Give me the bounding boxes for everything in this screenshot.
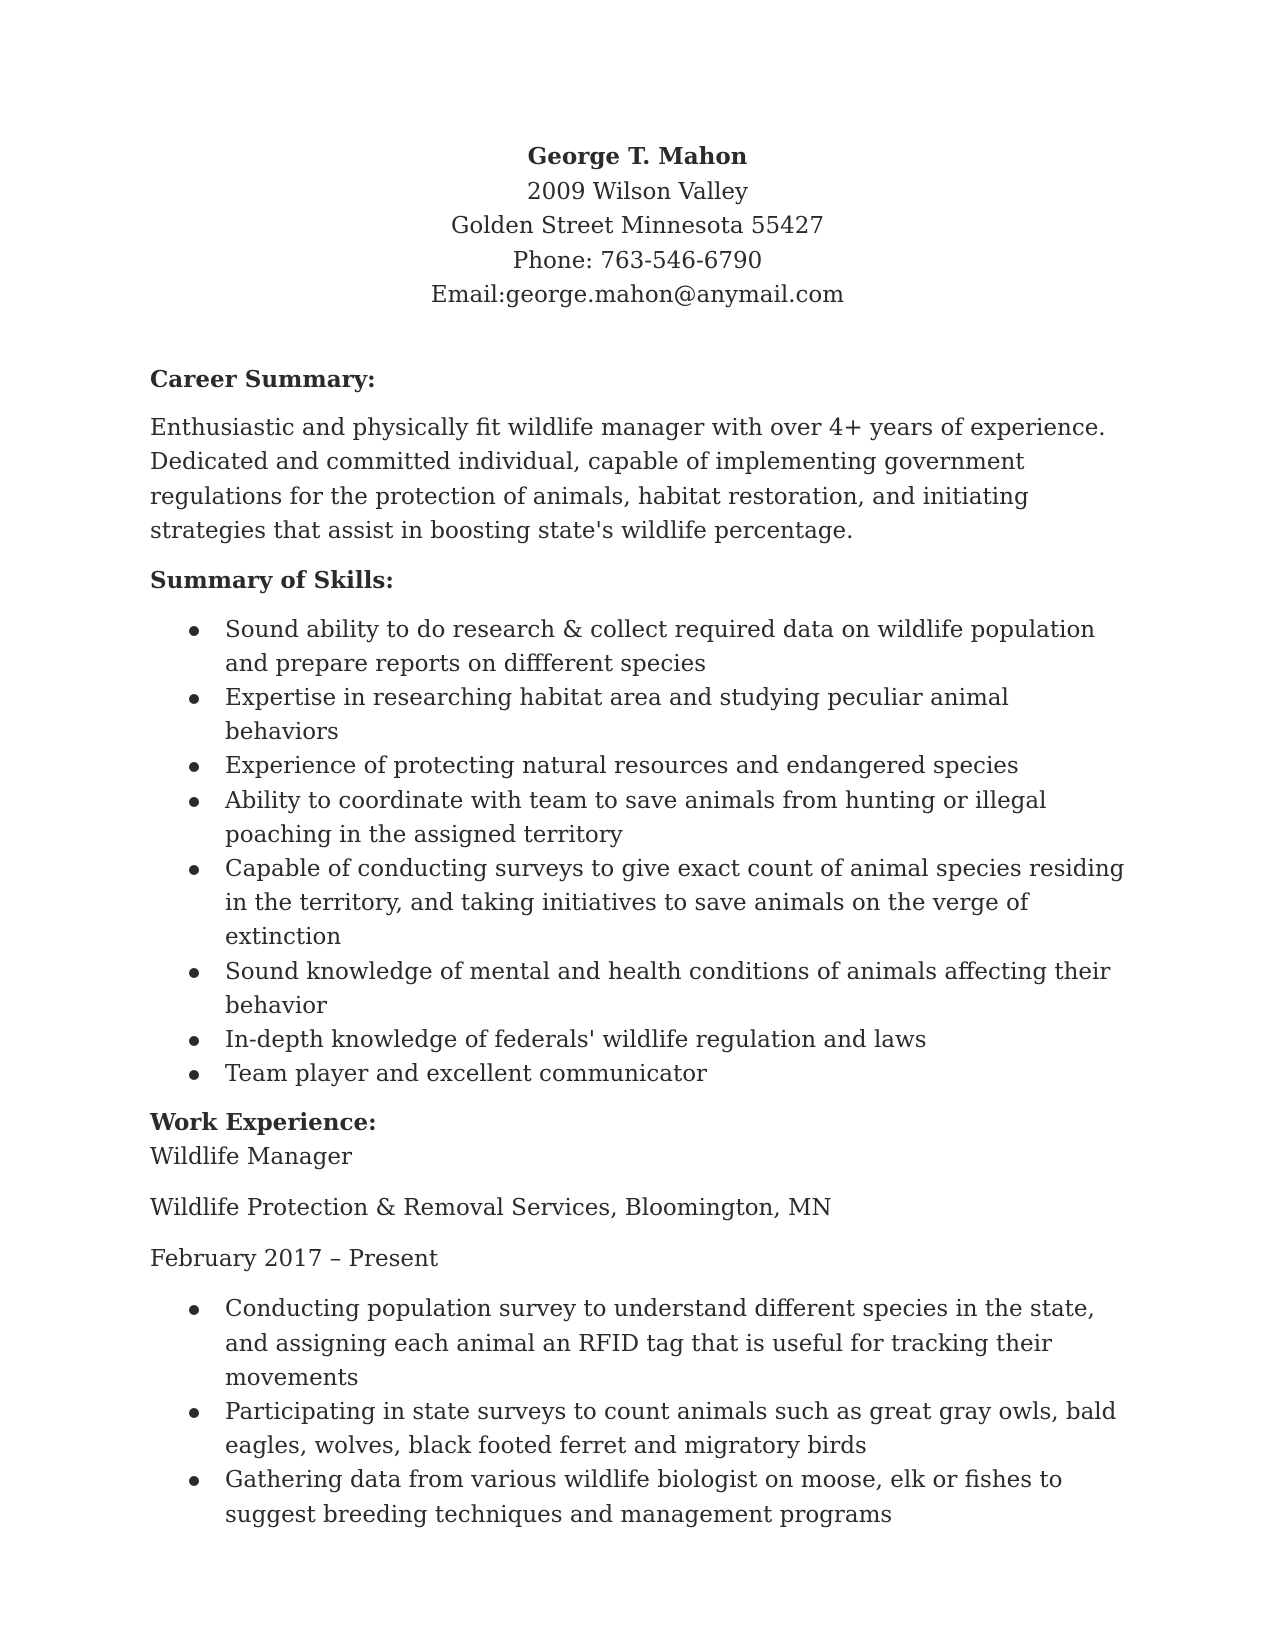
skill-text: Ability to coordinate with team to save animals from hunting or illegal poaching in the assigned territory bbox=[225, 787, 1047, 848]
skill-item bbox=[150, 1057, 1125, 1091]
duty-text: Gathering data from various wildlife biologist on moose, elk or fishes to suggest breeding techniques and management programs bbox=[225, 1467, 1063, 1528]
bullet-dot-icon bbox=[189, 1305, 199, 1315]
duty-text: Participating in state surveys to count animals such as great gray owls, bald eagles, wolves, black footed ferret and migratory birds bbox=[225, 1398, 1117, 1460]
job-duties-list bbox=[150, 1292, 1125, 1531]
skill-item bbox=[150, 1023, 1125, 1057]
bullet-dot-icon bbox=[189, 865, 199, 875]
bullet-dot-icon bbox=[189, 968, 199, 978]
job-title: Wildlife Manager bbox=[150, 1144, 352, 1171]
duty-item bbox=[150, 1395, 1125, 1463]
skill-item bbox=[150, 955, 1125, 1023]
bullet-dot-icon bbox=[189, 762, 199, 772]
bullet-dot-icon bbox=[189, 1476, 199, 1486]
company-name: Wildlife Protection & Removal Services, Bloomington, MN bbox=[150, 1195, 832, 1222]
bullet-dot-icon bbox=[189, 1408, 199, 1418]
skill-text: Experience of protecting natural resources and endangered species bbox=[225, 753, 1019, 780]
bullet-dot-icon bbox=[189, 1036, 199, 1046]
skill-item bbox=[150, 784, 1125, 852]
resume-header bbox=[150, 140, 1125, 313]
phone-number: Phone: 763-546-6790 bbox=[512, 247, 763, 274]
bullet-dot-icon bbox=[189, 626, 199, 636]
bullet-dot-icon bbox=[189, 694, 199, 704]
skills-heading: Summary of Skills: bbox=[150, 566, 394, 594]
skill-text: Expertise in researching habitat area and studying peculiar animal behaviors bbox=[225, 684, 1009, 746]
work-experience-heading: Work Experience: bbox=[150, 1109, 377, 1137]
bullet-dot-icon bbox=[189, 797, 199, 807]
employment-dates: February 2017 – Present bbox=[150, 1246, 439, 1273]
skill-text: In-depth knowledge of federals' wildlife regulation and laws bbox=[225, 1026, 927, 1053]
skills-list bbox=[150, 613, 1125, 1092]
skill-text: Sound knowledge of mental and health conditions of animals affecting their behavior bbox=[225, 958, 1111, 1019]
candidate-name: George T. Mahon bbox=[527, 143, 748, 170]
email-address: Email:george.mahon@anymail.com bbox=[430, 282, 845, 308]
duty-item bbox=[150, 1463, 1125, 1531]
career-summary-heading: Career Summary: bbox=[150, 365, 376, 393]
career-summary-text: Enthusiastic and physically fit wildlife manager with over 4+ years of experience. Dedicated and committed individual, capable of implementing government regulations for the protection of animals, habitat restoration, and initiating strategies that assist in boosting state's wildlife percentage. bbox=[150, 414, 1106, 544]
duty-text: Conducting population survey to understand different species in the state, and assigning each animal an RFID tag that is useful for tracking their movements bbox=[225, 1296, 1095, 1391]
resume-page bbox=[150, 140, 1125, 1532]
skill-text: Team player and excellent communicator bbox=[225, 1061, 708, 1088]
skill-text: Capable of conducting surveys to give exact count of animal species residing in the territory, and taking initiatives to save animals on the verge of extinction bbox=[225, 855, 1125, 951]
skill-item bbox=[150, 749, 1125, 783]
skill-item bbox=[150, 852, 1125, 955]
skill-item bbox=[150, 681, 1125, 749]
bullet-dot-icon bbox=[189, 1070, 199, 1080]
duty-item bbox=[150, 1292, 1125, 1395]
address-line-1: 2009 Wilson Valley bbox=[526, 178, 749, 205]
skill-text: Sound ability to do research & collect required data on wildlife population and prepare reports on diffferent species bbox=[225, 616, 1096, 677]
skill-item bbox=[150, 613, 1125, 681]
address-line-2: Golden Street Minnesota 55427 bbox=[450, 213, 825, 239]
